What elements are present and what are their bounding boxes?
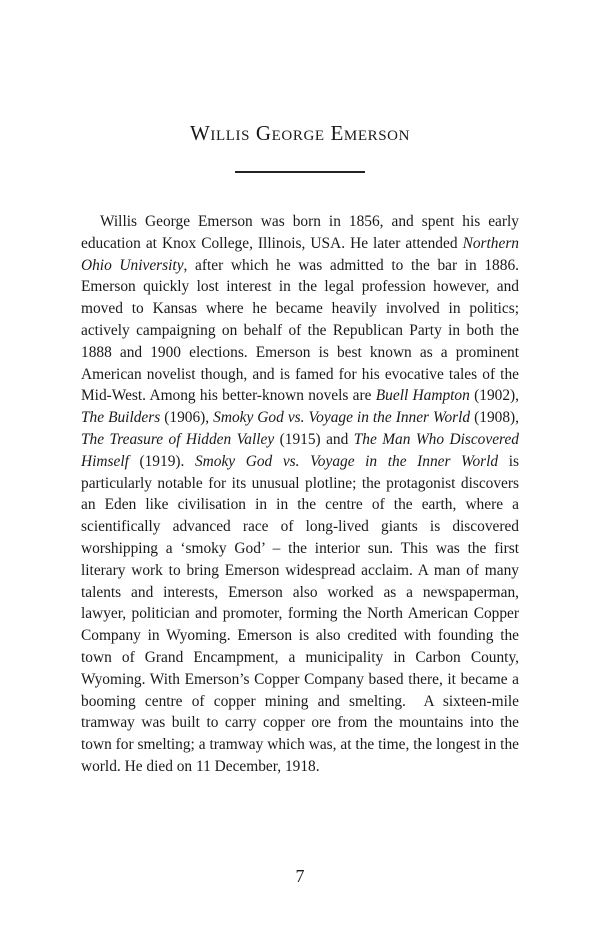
italic-title-smoky-god: Smoky God vs. Voyage in the Inner World (213, 409, 471, 427)
chapter-title: Willis George Emerson (189, 121, 411, 145)
text-span: , after which he was admitted to the bar in 1886. Emerson quickly lost interest in the legal profession however, and moved to Kansas where he became heavily involved in politics; actively campaigning on behalf of the Republican Party in both the 1888 and 1900 elections. Emerson is best known as a prominent American novelist though, and is famed for his evocative tales of the Mid-West. Among his better-known novels are (81, 256, 519, 405)
text-span: (1915) and (274, 430, 354, 448)
text-span: (1906), (160, 409, 214, 427)
text-span: (1902), (469, 387, 519, 405)
text-span: is particularly notable for its unusual plotline; the protagonist discovers an Eden like civilisation in in the centre of the earth, where a scientifically advanced race of long-lived giants is discovered worshipping a ‘smoky God’ – the interior sun. This was the first literary work to bring Emerson widespread acclaim. A man of many talents and interests, Emerson also worked as a newspaperman, lawyer, politician and promoter, forming the North American Copper Company in Wyoming. Emerson is also credited with founding the town of Grand Encampment, a municipality in Carbon County, Wyoming. With Emerson’s Copper Company based there, it became a booming centre of copper mining and smelting. A sixteen-mile tramway was built to carry copper ore from the mountains into the town for smelting; a tramway which was, at the time, the longest in the world. He died on 11 December, 1918. (81, 452, 519, 775)
page-number: 7 (295, 866, 305, 886)
text-span: Willis George Emerson was born in 1856, and spent his early education at Knox College, Illinois, USA. He later attended (81, 213, 519, 252)
italic-title-man-who-discovered-himself: The Man Who Discovered Himself (81, 430, 519, 470)
italic-title-the-builders: The Builders (81, 409, 161, 427)
italic-title-buell-hampton: Buell Hampton (375, 387, 470, 405)
title-divider (235, 171, 365, 173)
text-span: (1919). (128, 452, 195, 470)
biography-paragraph (81, 211, 519, 778)
italic-title-smoky-god-repeat: Smoky God vs. Voyage in the Inner World (194, 452, 499, 470)
text-span: (1908), (470, 409, 520, 427)
italic-title-northern-ohio-university: Northern Ohio University (81, 234, 519, 274)
italic-title-treasure-of-hidden-valley: The Treasure of Hidden Valley (81, 430, 275, 448)
